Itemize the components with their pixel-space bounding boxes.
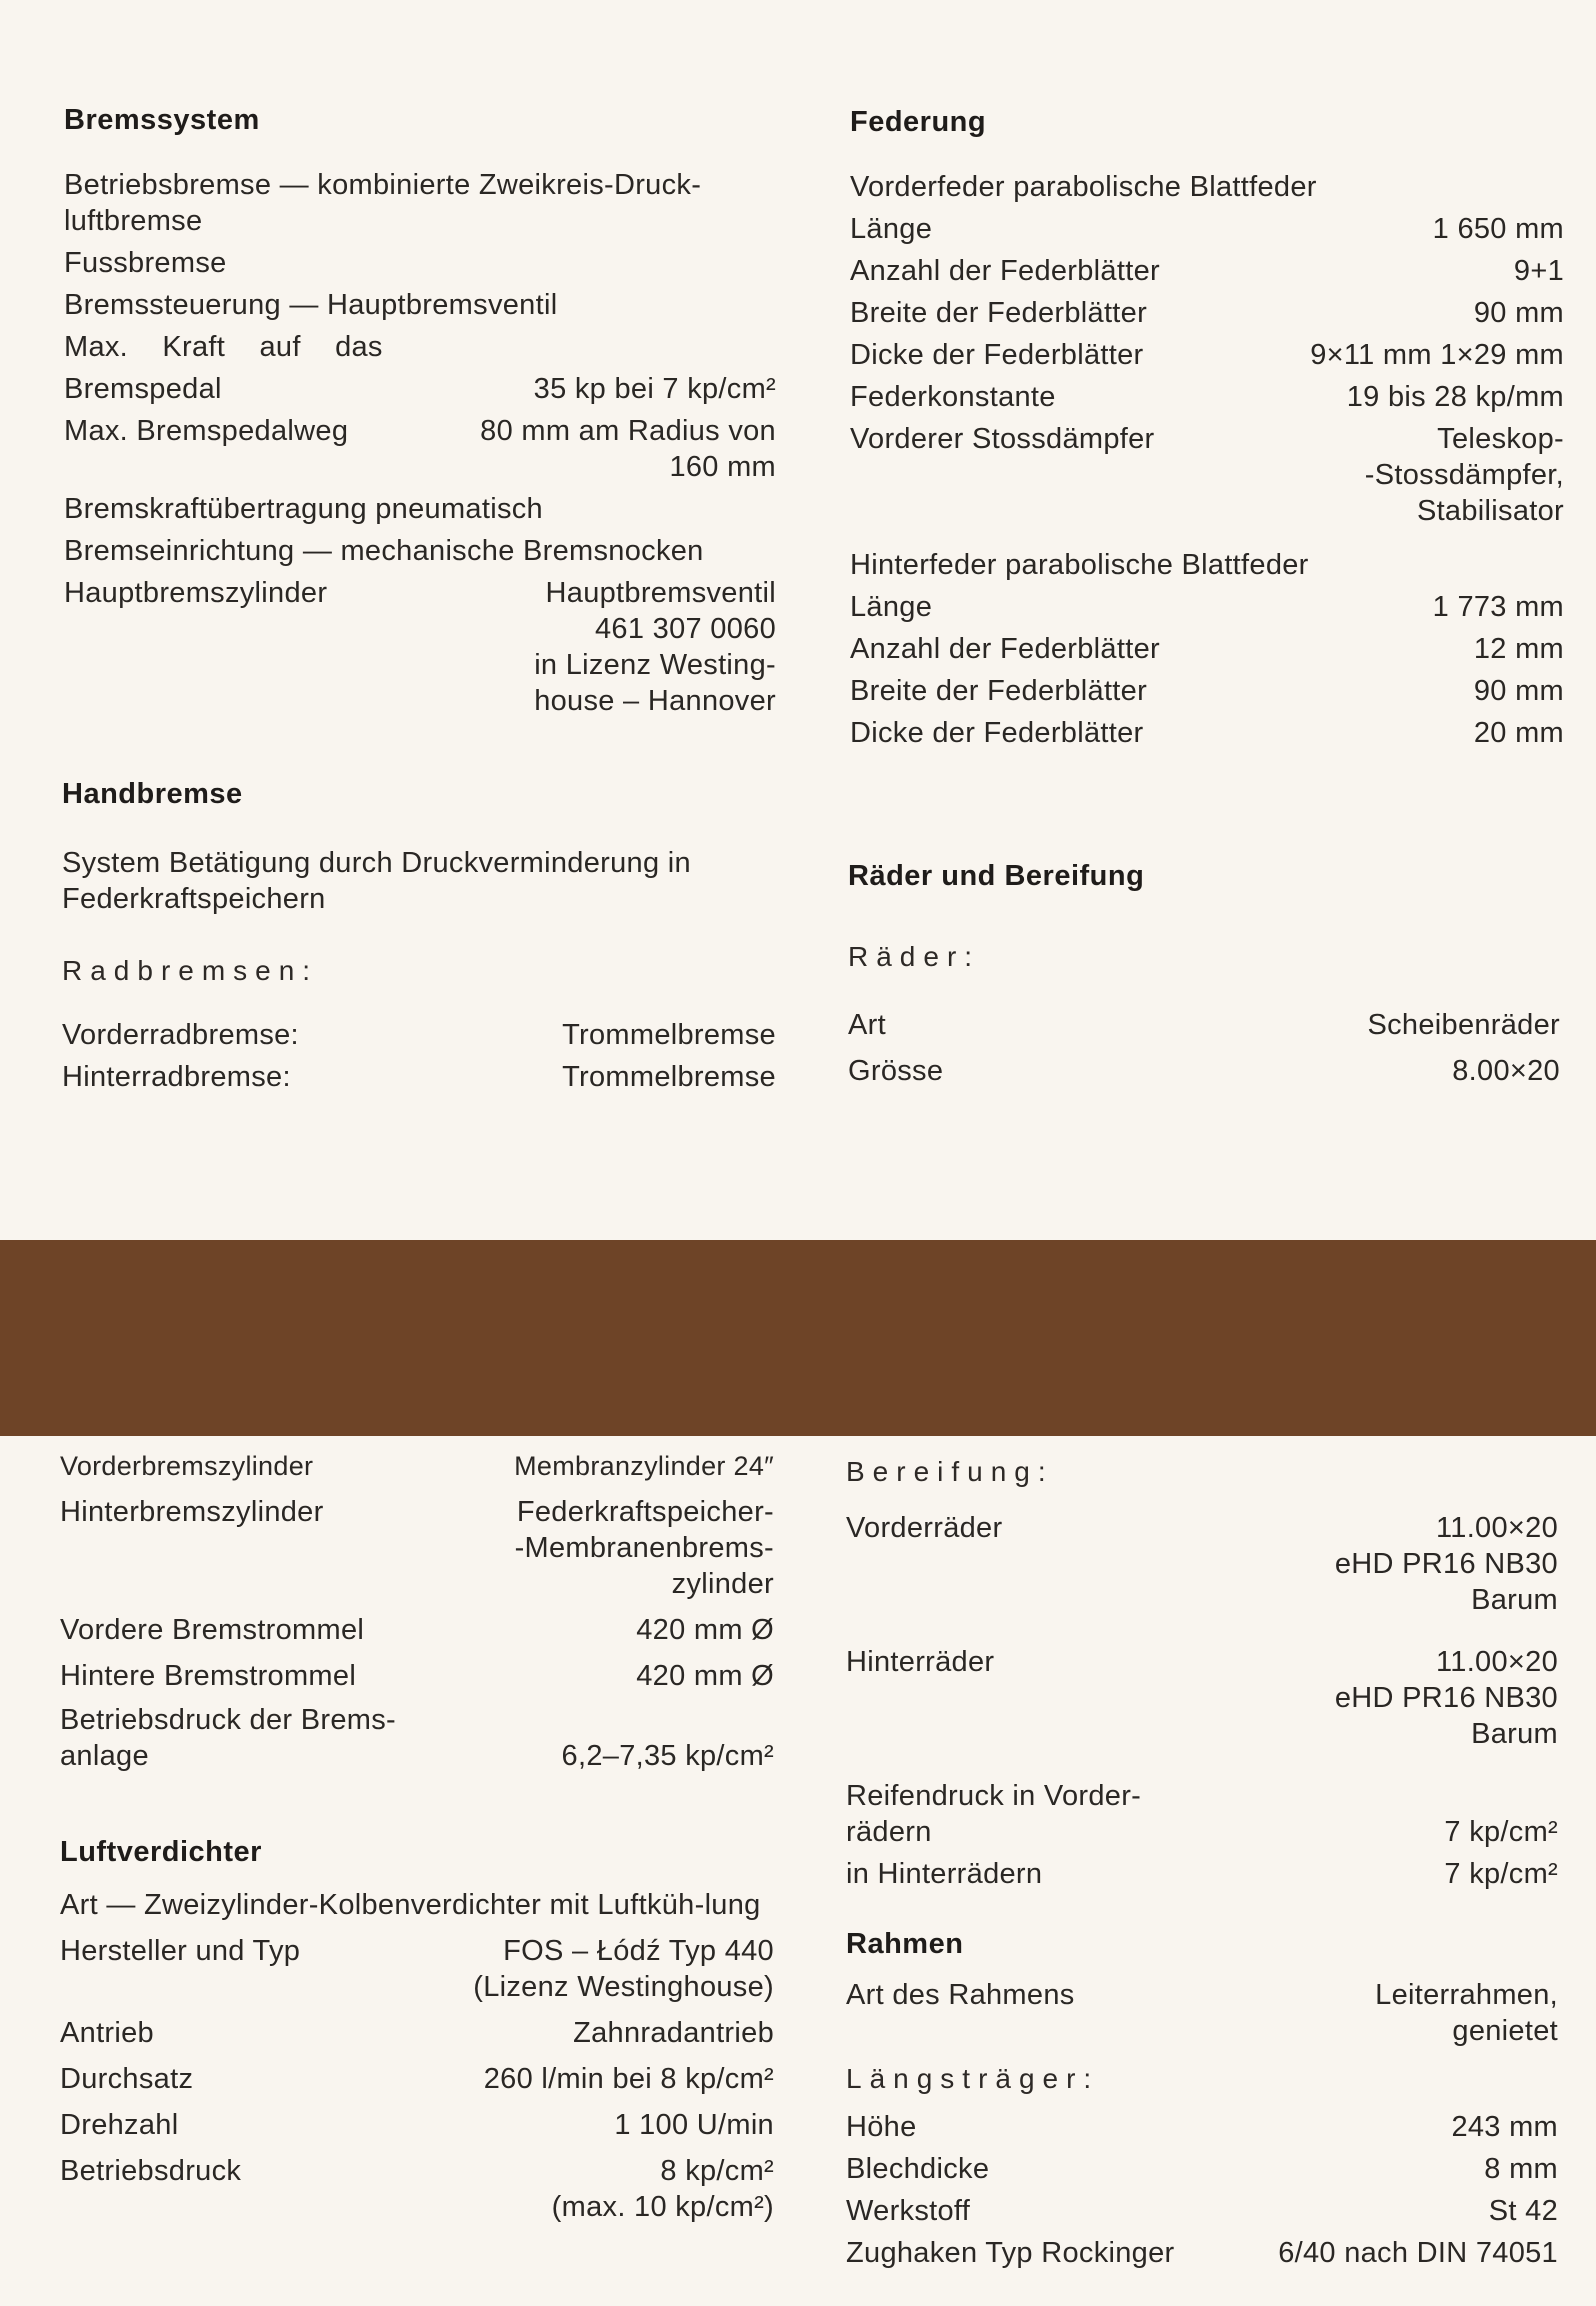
rahmen-art-value-1: Leiterrahmen,	[1375, 1979, 1558, 2011]
handbremse-section	[62, 778, 776, 1095]
hbzyl-value-2: -Membranenbrems-	[514, 1532, 774, 1564]
color-band	[0, 1240, 1596, 1436]
federung-section	[850, 106, 1564, 751]
laengstraeger-subheading: Längsträger:	[846, 2063, 1100, 2094]
hinterraeder-row	[846, 1644, 1558, 1752]
hintere-trommel-value: 420 mm Ø	[636, 1660, 774, 1692]
federung-heading: Federung	[850, 106, 987, 138]
raeder-art-label: Art	[848, 1009, 886, 1041]
bremssteuerung-text: Bremssteuerung — Hauptbremsventil	[64, 289, 558, 321]
hinterraeder-value-3: Barum	[1471, 1718, 1558, 1750]
raeder-section	[848, 860, 1560, 1089]
rahmen-art-label: Art des Rahmens	[846, 1979, 1075, 2011]
hf-breite-label: Breite der Federblätter	[850, 675, 1148, 707]
bremspedal-label: Bremspedal	[64, 373, 222, 405]
betriebsdruck-row	[60, 2153, 774, 2225]
antrieb-row	[60, 2015, 774, 2051]
reifendruck-value: 7 kp/cm²	[1444, 1816, 1558, 1848]
hf-laenge-label: Länge	[850, 591, 933, 623]
raeder-heading: Räder und Bereifung	[848, 860, 1145, 892]
hoehe-value: 243 mm	[1451, 2111, 1558, 2143]
reifendruck-row	[846, 1778, 1558, 1850]
federkonstante-label: Federkonstante	[850, 381, 1056, 413]
reifendruck-label-2: rädern	[846, 1816, 932, 1848]
bremssystem-section	[64, 104, 776, 719]
vorderbremszylinder-label: Vorderbremszylinder	[60, 1451, 314, 1481]
vf-laenge-row	[850, 211, 1564, 247]
hinterraedern-value: 7 kp/cm²	[1444, 1858, 1558, 1890]
hf-breite-value: 90 mm	[1473, 675, 1564, 707]
hintere-trommel-row	[60, 1658, 774, 1694]
vorderraeder-value-1: 11.00×20	[1435, 1512, 1558, 1544]
reifendruck-label	[846, 1778, 1141, 1850]
vorderradbremse-row	[62, 1017, 776, 1053]
vorderbremszylinder-value: Membranzylinder 24″	[514, 1451, 774, 1481]
reifendruck-label-1: Reifendruck in Vorder-	[846, 1780, 1142, 1812]
bremspedal-row	[64, 371, 776, 407]
betriebsdruck-value	[552, 2153, 774, 2225]
vorderfeder-text: Vorderfeder parabolische Blattfeder	[850, 171, 1317, 203]
hersteller-value-2: (Lizenz Westinghouse)	[473, 1971, 774, 2003]
pedalweg-row	[64, 413, 776, 485]
blechdicke-row	[846, 2151, 1558, 2187]
stossdaempfer-row	[850, 421, 1564, 529]
pedalweg-label: Max. Bremspedalweg	[64, 415, 349, 447]
hoehe-row	[846, 2109, 1558, 2145]
vorderradbremse-value: Trommelbremse	[562, 1019, 776, 1051]
raeder-groesse-value: 8.00×20	[1452, 1055, 1560, 1087]
pedalweg-value-2: 160 mm	[669, 451, 776, 483]
hinterradbremse-row	[62, 1059, 776, 1095]
hersteller-label: Hersteller und Typ	[60, 1935, 301, 1967]
luftverdichter-art-text: Art — Zweizylinder-Kolbenverdichter mit Luftküh-lung	[60, 1889, 761, 1921]
hauptbremszylinder-row	[64, 575, 776, 719]
rahmen-art-row	[846, 1977, 1558, 2049]
uebertragung-text: Bremskraftübertragung pneumatisch	[64, 493, 543, 525]
blechdicke-label: Blechdicke	[846, 2153, 990, 2185]
hinterbremszylinder-row	[60, 1494, 774, 1602]
vorderradbremse-label: Vorderradbremse:	[62, 1019, 299, 1051]
drehzahl-row	[60, 2107, 774, 2143]
vorderraeder-value	[1335, 1510, 1558, 1618]
vorderbremszylinder-row	[60, 1448, 774, 1484]
stossdaempfer-label: Vorderer Stossdämpfer	[850, 423, 1155, 455]
radbremsen-subheading: Radbremsen:	[62, 955, 319, 986]
durchsatz-value: 260 l/min bei 8 kp/cm²	[483, 2063, 774, 2095]
hintere-trommel-label: Hintere Bremstrommel	[60, 1660, 357, 1692]
bereifung-subheading: Bereifung:	[846, 1456, 1054, 1487]
betriebsdruck-label: Betriebsdruck	[60, 2155, 242, 2187]
drehzahl-label: Drehzahl	[60, 2109, 179, 2141]
werkstoff-row	[846, 2193, 1558, 2229]
betriebsbremse-text: Betriebsbremse — kombinierte Zweikreis-Druck-luftbremse	[64, 169, 702, 237]
hbz-value-4: house – Hannover	[534, 685, 776, 717]
vf-dicke-row	[850, 337, 1564, 373]
hinterraedern-label: in Hinterrädern	[846, 1858, 1043, 1890]
federkonstante-value: 19 bis 28 kp/mm	[1346, 381, 1564, 413]
bremssystem-heading: Bremssystem	[64, 104, 260, 136]
vordere-trommel-label: Vordere Bremstrommel	[60, 1614, 365, 1646]
rahmen-art-value	[1375, 1977, 1558, 2049]
vf-laenge-value: 1 650 mm	[1432, 213, 1564, 245]
hinterbremszylinder-label: Hinterbremszylinder	[60, 1496, 324, 1528]
drehzahl-value: 1 100 U/min	[614, 2109, 774, 2141]
vordere-trommel-value: 420 mm Ø	[636, 1614, 774, 1646]
max-kraft-text: Max. Kraft auf das	[64, 331, 383, 363]
betriebsdruck-anlage-label	[60, 1702, 396, 1774]
luftverdichter-section	[60, 1836, 774, 2225]
hersteller-row	[60, 1933, 774, 2005]
hinterraeder-label: Hinterräder	[846, 1646, 995, 1678]
hinterraeder-value-1: 11.00×20	[1435, 1646, 1558, 1678]
luftverdichter-heading: Luftverdichter	[60, 1836, 262, 1868]
hoehe-label: Höhe	[846, 2111, 917, 2143]
hinterradbremse-value: Trommelbremse	[562, 1061, 776, 1093]
antrieb-value: Zahnradantrieb	[573, 2017, 774, 2049]
hf-dicke-value: 20 mm	[1473, 717, 1564, 749]
hf-anzahl-value: 12 mm	[1473, 633, 1564, 665]
stoss-value-2: -Stossdämpfer,	[1364, 459, 1564, 491]
raeder-groesse-label: Grösse	[848, 1055, 944, 1087]
hbzyl-value-3: zylinder	[671, 1568, 774, 1600]
werkstoff-label: Werkstoff	[846, 2195, 971, 2227]
raeder-subheading: Räder:	[848, 941, 981, 972]
vorderraeder-row	[846, 1510, 1558, 1618]
handbremse-heading: Handbremse	[62, 778, 243, 810]
rahmen-art-value-2: genietet	[1452, 2015, 1558, 2047]
raeder-art-value: Scheibenräder	[1367, 1009, 1560, 1041]
durchsatz-label: Durchsatz	[60, 2063, 194, 2095]
durchsatz-row	[60, 2061, 774, 2097]
vf-anzahl-value: 9+1	[1513, 255, 1564, 287]
bremszylinder-section	[60, 1448, 774, 1774]
betriebsdruck-anlage-value: 6,2–7,35 kp/cm²	[561, 1740, 774, 1772]
hauptbremszylinder-label: Hauptbremszylinder	[64, 577, 328, 609]
hbz-value-2: 461 307 0060	[595, 613, 776, 645]
handbremse-system-text: System Betätigung durch Druckverminderung in Federkraftspeichern	[62, 847, 691, 915]
raeder-art-row	[848, 1007, 1560, 1043]
vf-breite-value: 90 mm	[1473, 297, 1564, 329]
hersteller-value-1: FOS – Łódź Typ 440	[503, 1935, 774, 1967]
betriebsdruck-value-1: 8 kp/cm²	[660, 2155, 774, 2187]
hinterraeder-value-2: eHD PR16 NB30	[1334, 1682, 1558, 1714]
hinterraedern-row	[846, 1856, 1558, 1892]
zughaken-label: Zughaken Typ Rockinger	[846, 2237, 1175, 2269]
vf-dicke-label: Dicke der Federblätter	[850, 339, 1144, 371]
hf-anzahl-row	[850, 631, 1564, 667]
pedalweg-value	[480, 413, 776, 485]
hf-dicke-row	[850, 715, 1564, 751]
stossdaempfer-value	[1365, 421, 1564, 529]
betriebsdruck-value-2: (max. 10 kp/cm²)	[551, 2191, 774, 2223]
rahmen-section	[846, 1928, 1558, 2271]
vf-breite-row	[850, 295, 1564, 331]
pedalweg-value-1: 80 mm am Radius von	[480, 415, 776, 447]
antrieb-label: Antrieb	[60, 2017, 154, 2049]
einrichtung-text: Bremseinrichtung — mechanische Bremsnocken	[64, 535, 704, 567]
vf-anzahl-label: Anzahl der Federblätter	[850, 255, 1160, 287]
hinterradbremse-label: Hinterradbremse:	[62, 1061, 291, 1093]
vorderraeder-label: Vorderräder	[846, 1512, 1003, 1544]
hersteller-value	[473, 1933, 774, 2005]
stoss-value-3: Stabilisator	[1416, 495, 1564, 527]
hf-anzahl-label: Anzahl der Federblätter	[850, 633, 1160, 665]
rahmen-heading: Rahmen	[846, 1928, 964, 1960]
raeder-groesse-row	[848, 1053, 1560, 1089]
betriebsdruck-anlage-row	[60, 1702, 774, 1774]
vordere-trommel-row	[60, 1612, 774, 1648]
vf-anzahl-row	[850, 253, 1564, 289]
hbz-value-1: Hauptbremsventil	[545, 577, 776, 609]
zughaken-row	[846, 2235, 1558, 2271]
hf-laenge-value: 1 773 mm	[1432, 591, 1564, 623]
hf-laenge-row	[850, 589, 1564, 625]
hbz-value-3: in Lizenz Westing-	[534, 649, 776, 681]
bda-label-1: Betriebsdruck der Brems-	[60, 1704, 396, 1736]
hf-dicke-label: Dicke der Federblätter	[850, 717, 1144, 749]
bereifung-section	[846, 1456, 1558, 1892]
bda-label-2: anlage	[60, 1740, 149, 1772]
vorderraeder-value-2: eHD PR16 NB30	[1334, 1548, 1558, 1580]
zughaken-value: 6/40 nach DIN 74051	[1278, 2237, 1558, 2269]
hinterraeder-value	[1335, 1644, 1558, 1752]
federkonstante-row	[850, 379, 1564, 415]
hinterfeder-text: Hinterfeder parabolische Blattfeder	[850, 549, 1309, 581]
werkstoff-value: St 42	[1488, 2195, 1558, 2227]
bremspedal-value: 35 kp bei 7 kp/cm²	[533, 373, 776, 405]
stoss-value-1: Teleskop-	[1437, 423, 1564, 455]
fussbremse-text: Fussbremse	[64, 247, 227, 279]
hbzyl-value-1: Federkraftspeicher-	[516, 1496, 774, 1528]
vf-breite-label: Breite der Federblätter	[850, 297, 1148, 329]
hinterbremszylinder-value	[515, 1494, 774, 1602]
blechdicke-value: 8 mm	[1484, 2153, 1558, 2185]
hauptbremszylinder-value	[534, 575, 776, 719]
vorderraeder-value-3: Barum	[1471, 1584, 1558, 1616]
vf-laenge-label: Länge	[850, 213, 933, 245]
vf-dicke-value: 9×11 mm 1×29 mm	[1310, 339, 1564, 371]
hf-breite-row	[850, 673, 1564, 709]
